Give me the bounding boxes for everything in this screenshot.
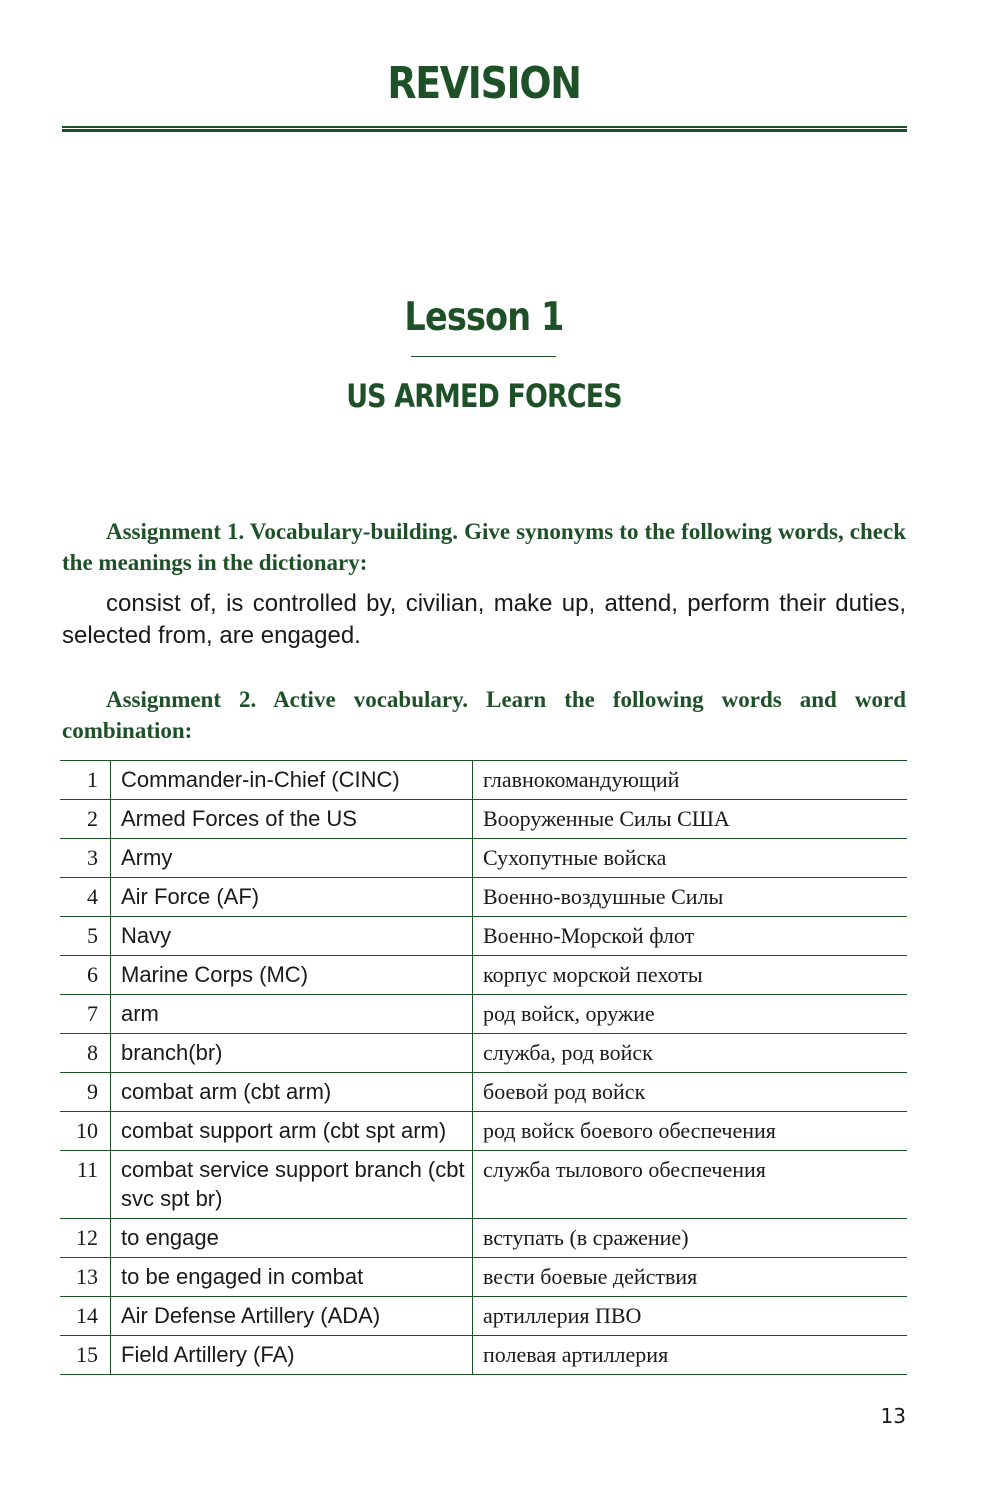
table-row [60, 800, 907, 839]
page-number: 13 [880, 1404, 906, 1428]
row-number: 9 [60, 1073, 111, 1112]
table-row [60, 1258, 907, 1297]
russian-translation: Сухопутные войска [473, 839, 908, 878]
english-term: combat support arm (cbt spt arm) [111, 1112, 473, 1151]
russian-translation: род войск боевого обеспечения [473, 1112, 908, 1151]
russian-translation: служба, род войск [473, 1034, 908, 1073]
title-divider [62, 126, 907, 132]
vocabulary-table [60, 760, 907, 1375]
table-row [60, 839, 907, 878]
row-number: 6 [60, 956, 111, 995]
section-title: REVISION [387, 58, 581, 109]
row-number: 8 [60, 1034, 111, 1073]
russian-translation: служба тылового обеспечения [473, 1151, 908, 1219]
russian-translation: Военно-Морской флот [473, 917, 908, 956]
row-number: 10 [60, 1112, 111, 1151]
english-term: branch(br) [111, 1034, 473, 1073]
english-term: Navy [111, 917, 473, 956]
table-row [60, 1034, 907, 1073]
table-row [60, 878, 907, 917]
table-row [60, 917, 907, 956]
assignment-1-heading: Assignment 1. Vocabulary-building. Give synonyms to the following words, check the meanings in the dictionary: [62, 519, 906, 575]
english-term: Armed Forces of the US [111, 800, 473, 839]
table-row [60, 1073, 907, 1112]
table-row [60, 761, 907, 800]
russian-translation: Военно-воздушные Силы [473, 878, 908, 917]
row-number: 15 [60, 1336, 111, 1375]
english-term: Field Artillery (FA) [111, 1336, 473, 1375]
table-row [60, 1297, 907, 1336]
english-term: combat service support branch (cbt svc spt br) [111, 1151, 473, 1219]
lesson-subtitle: US ARMED FORCES [346, 377, 622, 415]
english-term: Commander-in-Chief (CINC) [111, 761, 473, 800]
row-number: 4 [60, 878, 111, 917]
english-term: to be engaged in combat [111, 1258, 473, 1297]
russian-translation: вести боевые действия [473, 1258, 908, 1297]
russian-translation: род войск, оружие [473, 995, 908, 1034]
english-term: to engage [111, 1219, 473, 1258]
vocabulary-table-body [60, 761, 907, 1375]
assignment-2-heading: Assignment 2. Active vocabulary. Learn the following words and word combination: [62, 687, 906, 743]
russian-translation: полевая артиллерия [473, 1336, 908, 1375]
row-number: 1 [60, 761, 111, 800]
english-term: Marine Corps (MC) [111, 956, 473, 995]
russian-translation: корпус морской пехоты [473, 956, 908, 995]
english-term: combat arm (cbt arm) [111, 1073, 473, 1112]
english-term: arm [111, 995, 473, 1034]
russian-translation: артиллерия ПВО [473, 1297, 908, 1336]
row-number: 11 [60, 1151, 111, 1219]
row-number: 5 [60, 917, 111, 956]
table-row [60, 956, 907, 995]
english-term: Army [111, 839, 473, 878]
row-number: 12 [60, 1219, 111, 1258]
table-row [60, 1151, 907, 1219]
russian-translation: боевой род войск [473, 1073, 908, 1112]
row-number: 13 [60, 1258, 111, 1297]
row-number: 3 [60, 839, 111, 878]
english-term: Air Force (AF) [111, 878, 473, 917]
lesson-title: Lesson 1 [404, 295, 564, 340]
assignment-1-body: consist of, is controlled by, civilian, make up, attend, perform their duties, selected from, are engaged. [62, 590, 906, 649]
table-row [60, 995, 907, 1034]
table-row [60, 1336, 907, 1375]
row-number: 2 [60, 800, 111, 839]
russian-translation: главнокомандующий [473, 761, 908, 800]
row-number: 14 [60, 1297, 111, 1336]
table-row [60, 1219, 907, 1258]
russian-translation: вступать (в сражение) [473, 1219, 908, 1258]
table-row [60, 1112, 907, 1151]
english-term: Air Defense Artillery (ADA) [111, 1297, 473, 1336]
lesson-divider [411, 356, 556, 357]
russian-translation: Вооруженные Силы США [473, 800, 908, 839]
row-number: 7 [60, 995, 111, 1034]
